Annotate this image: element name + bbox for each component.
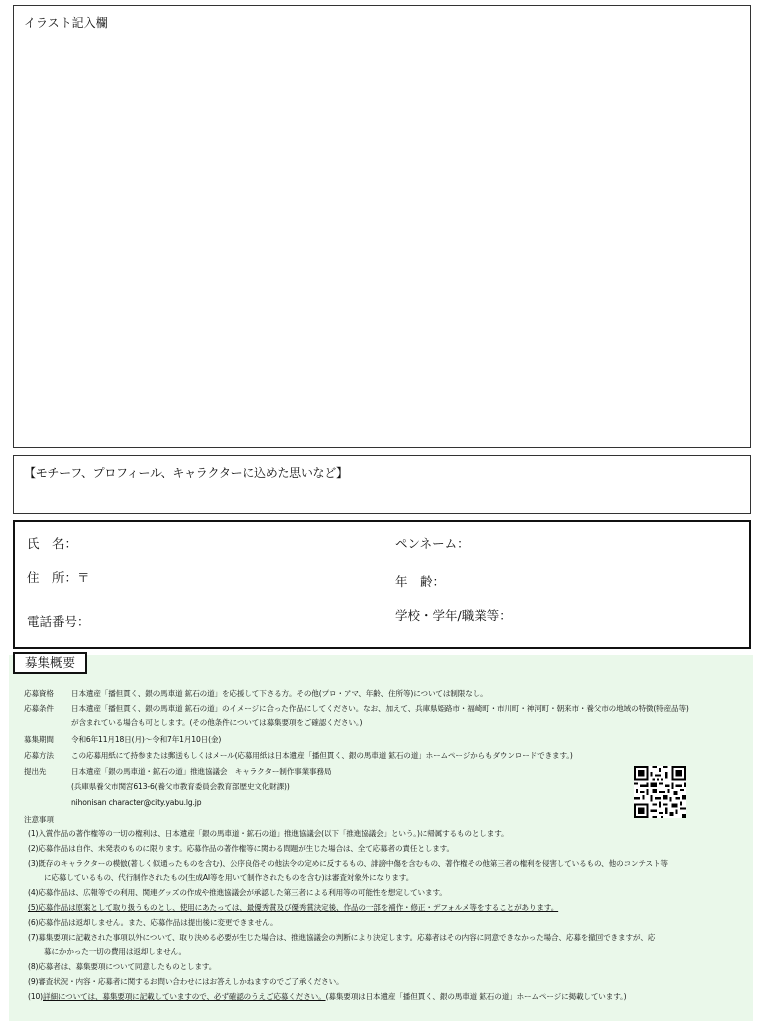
- note-8: (8)応募者は、募集要項について同意したものとします。: [28, 962, 217, 971]
- note-5: [28, 902, 558, 913]
- applicant-info-box: [13, 520, 751, 649]
- conditions-text-1: 日本遺産「播但貫く、銀の馬車道 鉱石の道」のイメージに合った作品にしてください。なお、加えて、兵庫県姫路市・福崎町・市川町・神河町・朝来市・養父市の地域の特徴(特産品等): [71, 704, 689, 713]
- phone-field-label: 電話番号：: [27, 614, 90, 629]
- age-field-label: 年 齢：: [395, 574, 446, 589]
- note-10-suffix: (募集要項は日本遺産「播但貫く、銀の馬車道 鉱石の道」ホームページに掲載しています。): [325, 992, 627, 1001]
- method-text: この応募用紙にて持参または郵送もしくはメール(応募用紙は日本遺産「播但貫く、銀の馬車道 鉱石の道」ホームページからもダウンロードできます。): [71, 751, 573, 760]
- period-text: 令和6年11月18日(月)～令和7年1月10日(金): [71, 735, 222, 744]
- conditions-text-2: が含まれている場合も可とします。(その他条件については募集要項をご確認ください。): [71, 718, 363, 727]
- notes-title: 注意事項: [24, 815, 54, 824]
- note-6: (6)応募作品は返却しません。また、応募作品は提出後に変更できません。: [28, 918, 278, 927]
- note-3b: に応募しているもの、代行制作されたもの(生成AI等を用いて制作されたものを含む)は審査対象外になります。: [44, 873, 414, 882]
- name-field-label: 氏 名：: [27, 536, 78, 551]
- note-4: (4)応募作品は、広報等での利用、関連グッズの作成や推進協議会が承認した第三者による利用等の可能性を想定しています。: [28, 888, 447, 897]
- method-label: 応募方法: [24, 751, 54, 760]
- overview-title: 募集概要: [13, 652, 87, 674]
- note-9: (9)審査状況・内容・応募者に関するお問い合わせにはお答えしかねますのでご了承ください。: [28, 977, 344, 986]
- note-1: (1)入賞作品の著作権等の一切の権利は、日本遺産「銀の馬車道・鉱石の道」推進協議会(以下「推進協議会」という。)に帰属するものとします。: [28, 829, 509, 838]
- destination-text-1: 日本遺産「銀の馬車道・鉱石の道」推進協議会 キャラクター制作事業事務局: [71, 767, 332, 776]
- conditions-label: 応募条件: [24, 704, 54, 713]
- note-7b: 募にかかった一切の費用は返却しません。: [44, 947, 186, 956]
- motif-label: 【モチーフ、プロフィール、キャラクターに込めた思いなど】: [24, 466, 348, 480]
- school-field-label: 学校・学年/職業等：: [395, 608, 512, 623]
- address-field-label: 住 所：〒: [27, 570, 90, 585]
- note-10-prefix: (10): [28, 992, 43, 1001]
- note-2: (2)応募作品は自作、未発表のものに限ります。応募作品の著作権等に関わる問題が生じた場合は、全て応募者の責任とします。: [28, 844, 454, 853]
- period-label: 募集期間: [24, 735, 54, 744]
- destination-email[interactable]: nihonisan character@city.yabu.lg.jp: [71, 798, 202, 807]
- qualification-label: 応募資格: [24, 689, 54, 698]
- note-5-text: (5)応募作品は原案として取り扱うものとし、使用にあたっては、最優秀賞及び優秀賞決定後、作品の一部を補作・修正・デフォルメ等をすることがあります。: [28, 903, 559, 912]
- qualification-text: 日本遺産「播但貫く、銀の馬車道 鉱石の道」を応援して下さる方。その他(プロ・アマ、年齢、住所等)については制限なし。: [71, 689, 488, 698]
- note-3a: (3)既存のキャラクターの模倣(著しく似通ったものを含む)、公序良俗その他法令の定めに反するもの、誹謗中傷を含むもの、著作権その他第三者の権利を侵害しているもの、他のコンテスト等: [28, 859, 668, 868]
- note-7a: (7)募集要項に記載された事項以外について、取り決める必要が生じた場合は、推進協議会の判断により決定します。応募者はその内容に同意できなかった場合、応募を撤回できますが、応: [28, 933, 656, 942]
- note-10-underlined: 詳細については、募集要項に記載していますので、必ず確認のうえご応募ください。: [43, 992, 326, 1001]
- destination-label: 提出先: [24, 767, 47, 776]
- illustration-label: イラスト記入欄: [24, 16, 108, 30]
- destination-text-2: (兵庫県養父市関宮613-6(養父市教育委員会教育部歴史文化財課)): [71, 782, 290, 791]
- motif-area[interactable]: [13, 455, 751, 514]
- qr-code-icon[interactable]: [634, 766, 686, 818]
- note-10: [28, 991, 627, 1002]
- pen-name-field-label: ペンネーム：: [395, 536, 470, 551]
- illustration-area[interactable]: [13, 5, 751, 448]
